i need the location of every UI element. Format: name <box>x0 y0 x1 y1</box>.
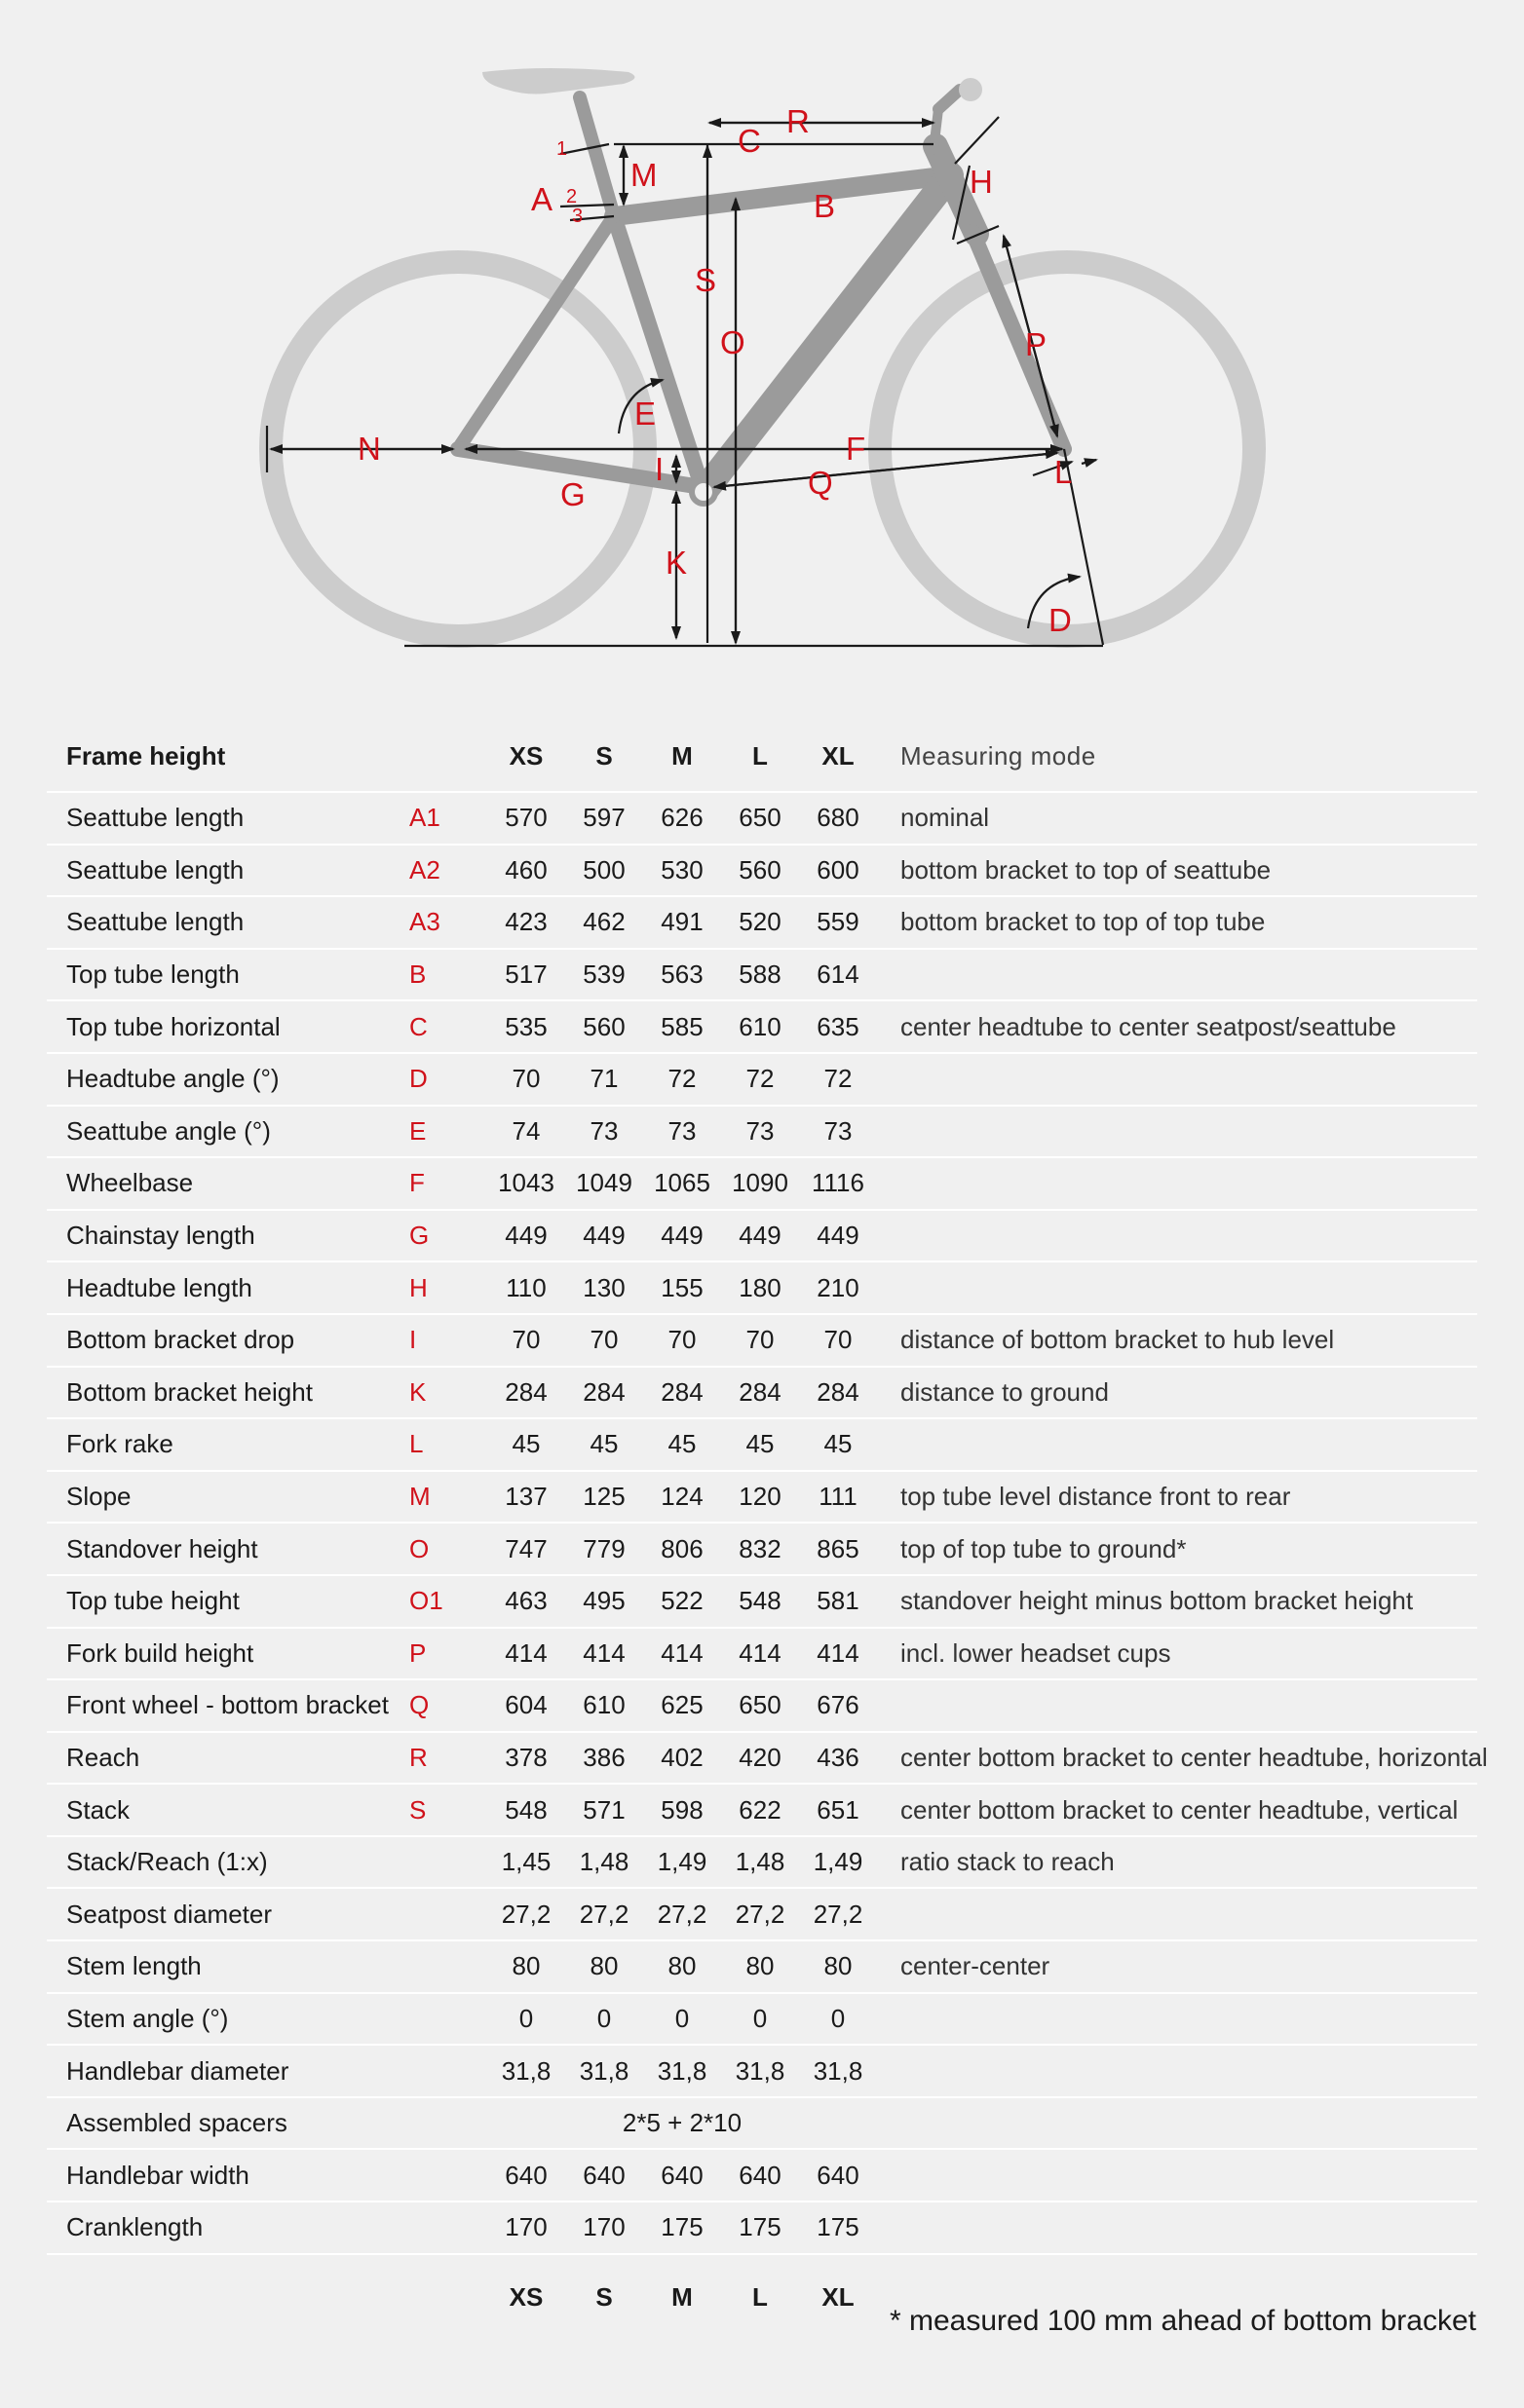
row-label: Headtube length <box>47 1261 409 1314</box>
row-value: 640 <box>643 2149 721 2201</box>
row-code: A1 <box>409 792 487 845</box>
row-value: 581 <box>799 1575 877 1628</box>
row-value: 120 <box>721 1471 799 1524</box>
row-value: 284 <box>487 1367 565 1419</box>
row-measuring-mode <box>877 1418 1477 1471</box>
row-value: 73 <box>799 1106 877 1158</box>
table-row <box>47 1575 1477 1628</box>
row-value: 535 <box>487 1000 565 1053</box>
row-value: 530 <box>643 845 721 897</box>
row-value: 522 <box>643 1575 721 1628</box>
label-Q: Q <box>808 465 833 501</box>
row-label: Seattube angle (°) <box>47 1106 409 1158</box>
row-value: 500 <box>565 845 643 897</box>
row-value: 31,8 <box>643 2045 721 2097</box>
row-code: P <box>409 1628 487 1680</box>
label-O: O <box>720 324 745 360</box>
row-measuring-mode: top tube level distance front to rear <box>877 1471 1477 1524</box>
table-row <box>47 896 1477 949</box>
row-value: 210 <box>799 1261 877 1314</box>
row-measuring-mode <box>877 2097 1477 2150</box>
row-label: Stack/Reach (1:x) <box>47 1836 409 1889</box>
row-code: C <box>409 1000 487 1053</box>
row-measuring-mode: standover height minus bottom bracket height <box>877 1575 1477 1628</box>
row-value: 70 <box>721 1314 799 1367</box>
row-value: 1065 <box>643 1157 721 1210</box>
row-value: 70 <box>565 1314 643 1367</box>
row-measuring-mode <box>877 1157 1477 1210</box>
row-label: Bottom bracket height <box>47 1367 409 1419</box>
row-label: Chainstay length <box>47 1210 409 1262</box>
row-code: E <box>409 1106 487 1158</box>
row-value: 423 <box>487 896 565 949</box>
row-measuring-mode <box>877 1888 1477 1940</box>
row-value: 80 <box>643 1940 721 1993</box>
row-value: 31,8 <box>487 2045 565 2097</box>
table-row <box>47 1000 1477 1053</box>
row-value: 548 <box>721 1575 799 1628</box>
row-value: 650 <box>721 1679 799 1732</box>
table-body <box>47 721 1488 2341</box>
table-row <box>47 2149 1477 2201</box>
row-value: 45 <box>643 1418 721 1471</box>
footer-size: M <box>671 2282 693 2313</box>
row-measuring-mode: center bottom bracket to center headtube, vertical <box>877 1784 1477 1836</box>
row-label: Bottom bracket drop <box>47 1314 409 1367</box>
row-value: 563 <box>643 949 721 1001</box>
table-row <box>47 1471 1477 1524</box>
row-value: 175 <box>643 2201 721 2254</box>
row-value: 155 <box>643 1261 721 1314</box>
row-value: 865 <box>799 1523 877 1575</box>
row-measuring-mode: center bottom bracket to center headtube, horizontal <box>877 1732 1477 1785</box>
row-value: 125 <box>565 1471 643 1524</box>
row-code: L <box>409 1418 487 1471</box>
table-row <box>47 1628 1477 1680</box>
row-code: B <box>409 949 487 1001</box>
row-measuring-mode <box>877 1261 1477 1314</box>
row-value: 414 <box>721 1628 799 1680</box>
row-value: 640 <box>565 2149 643 2201</box>
row-measuring-mode: nominal <box>877 792 1477 845</box>
label-A1: 1 <box>556 138 568 160</box>
row-label: Front wheel - bottom bracket <box>47 1679 409 1732</box>
row-value: 27,2 <box>799 1888 877 1940</box>
label-H: H <box>970 164 993 200</box>
row-label: Fork build height <box>47 1628 409 1680</box>
row-value: 110 <box>487 1261 565 1314</box>
table-row <box>47 1053 1477 1106</box>
row-code <box>409 2149 487 2201</box>
row-value: 27,2 <box>643 1888 721 1940</box>
footnote: * measured 100 mm ahead of bottom bracket <box>890 2305 1476 2337</box>
table-row <box>47 2201 1477 2254</box>
row-code: D <box>409 1053 487 1106</box>
header-size: XL <box>799 721 877 792</box>
row-value: 284 <box>799 1367 877 1419</box>
table-row <box>47 1418 1477 1471</box>
table-row <box>47 1993 1477 2046</box>
row-value: 31,8 <box>565 2045 643 2097</box>
row-value: 420 <box>721 1732 799 1785</box>
table-row <box>47 949 1477 1001</box>
row-measuring-mode: distance to ground <box>877 1367 1477 1419</box>
row-value: 676 <box>799 1679 877 1732</box>
row-label: Standover height <box>47 1523 409 1575</box>
label-E: E <box>634 395 657 432</box>
row-label: Stack <box>47 1784 409 1836</box>
header-size: S <box>565 721 643 792</box>
row-value: 588 <box>721 949 799 1001</box>
row-value: 402 <box>643 1732 721 1785</box>
footer-size: L <box>752 2282 768 2313</box>
row-value: 539 <box>565 949 643 1001</box>
row-code: Q <box>409 1679 487 1732</box>
row-value: 284 <box>565 1367 643 1419</box>
row-measuring-mode: center-center <box>877 1940 1477 1993</box>
row-value: 462 <box>565 896 643 949</box>
row-value: 378 <box>487 1732 565 1785</box>
row-value: 175 <box>799 2201 877 2254</box>
row-code <box>409 2045 487 2097</box>
row-value: 610 <box>565 1679 643 1732</box>
row-value: 571 <box>565 1784 643 1836</box>
row-measuring-mode: distance of bottom bracket to hub level <box>877 1314 1477 1367</box>
row-value: 45 <box>799 1418 877 1471</box>
row-value: 640 <box>487 2149 565 2201</box>
row-measuring-mode <box>877 1210 1477 1262</box>
row-label: Top tube length <box>47 949 409 1001</box>
row-value: 180 <box>721 1261 799 1314</box>
row-value-span: 2*5 + 2*10 <box>487 2097 877 2150</box>
row-label: Top tube horizontal <box>47 1000 409 1053</box>
row-measuring-mode: incl. lower headset cups <box>877 1628 1477 1680</box>
row-label: Handlebar diameter <box>47 2045 409 2097</box>
row-value: 27,2 <box>487 1888 565 1940</box>
row-measuring-mode: bottom bracket to top of seattube <box>877 845 1477 897</box>
row-value: 491 <box>643 896 721 949</box>
row-measuring-mode <box>877 1053 1477 1106</box>
row-value: 520 <box>721 896 799 949</box>
row-value: 0 <box>487 1993 565 2046</box>
stem-cap <box>959 78 982 101</box>
label-N: N <box>358 431 381 467</box>
table-row <box>47 1210 1477 1262</box>
label-D: D <box>1048 602 1072 638</box>
label-M: M <box>630 157 658 193</box>
row-label: Wheelbase <box>47 1157 409 1210</box>
row-value: 600 <box>799 845 877 897</box>
footer-empty <box>47 2254 409 2341</box>
row-value: 70 <box>643 1314 721 1367</box>
row-value: 495 <box>565 1575 643 1628</box>
row-value: 1,49 <box>643 1836 721 1889</box>
row-value: 449 <box>721 1210 799 1262</box>
row-value: 625 <box>643 1679 721 1732</box>
row-value: 747 <box>487 1523 565 1575</box>
row-value: 449 <box>799 1210 877 1262</box>
row-value: 449 <box>565 1210 643 1262</box>
row-value: 0 <box>643 1993 721 2046</box>
row-value: 73 <box>643 1106 721 1158</box>
row-code <box>409 2201 487 2254</box>
header-size: M <box>643 721 721 792</box>
table-row <box>47 1732 1477 1785</box>
row-value: 598 <box>643 1784 721 1836</box>
row-measuring-mode <box>877 2149 1477 2201</box>
row-value: 1090 <box>721 1157 799 1210</box>
row-value: 597 <box>565 792 643 845</box>
row-label: Seattube length <box>47 845 409 897</box>
table-row <box>47 845 1477 897</box>
footer-size: S <box>595 2282 613 2313</box>
row-value: 414 <box>643 1628 721 1680</box>
label-C: C <box>738 123 761 159</box>
saddle <box>482 68 634 94</box>
row-value: 650 <box>721 792 799 845</box>
row-value: 71 <box>565 1053 643 1106</box>
label-K: K <box>666 545 688 581</box>
label-B: B <box>814 188 836 224</box>
footer-size: XS <box>509 2282 544 2313</box>
row-value: 386 <box>565 1732 643 1785</box>
row-measuring-mode: center headtube to center seatpost/seattube <box>877 1000 1477 1053</box>
row-label: Headtube angle (°) <box>47 1053 409 1106</box>
row-value: 111 <box>799 1471 877 1524</box>
row-value: 80 <box>565 1940 643 1993</box>
row-value: 560 <box>721 845 799 897</box>
row-value: 640 <box>721 2149 799 2201</box>
table-row <box>47 1888 1477 1940</box>
row-value: 27,2 <box>721 1888 799 1940</box>
row-value: 73 <box>565 1106 643 1158</box>
row-value: 622 <box>721 1784 799 1836</box>
table-header-row <box>47 721 1477 792</box>
row-value: 27,2 <box>565 1888 643 1940</box>
table-row <box>47 1679 1477 1732</box>
row-value: 651 <box>799 1784 877 1836</box>
row-value: 72 <box>721 1053 799 1106</box>
row-value: 284 <box>643 1367 721 1419</box>
row-value: 31,8 <box>799 2045 877 2097</box>
row-value: 72 <box>799 1053 877 1106</box>
label-L: L <box>1054 454 1073 490</box>
row-value: 449 <box>487 1210 565 1262</box>
row-code <box>409 1993 487 2046</box>
row-code <box>409 1836 487 1889</box>
row-value: 137 <box>487 1471 565 1524</box>
row-value: 610 <box>721 1000 799 1053</box>
table-row <box>47 1314 1477 1367</box>
row-value: 80 <box>799 1940 877 1993</box>
bike-geometry-diagram <box>0 0 1524 682</box>
row-code: I <box>409 1314 487 1367</box>
row-value: 806 <box>643 1523 721 1575</box>
row-label: Stem length <box>47 1940 409 1993</box>
row-code: F <box>409 1157 487 1210</box>
row-code: A2 <box>409 845 487 897</box>
row-value: 414 <box>565 1628 643 1680</box>
bike-drawing <box>0 0 1524 682</box>
label-A2: 2 <box>566 186 578 207</box>
row-value: 604 <box>487 1679 565 1732</box>
row-label: Slope <box>47 1471 409 1524</box>
geometry-table <box>47 721 1488 2341</box>
row-code <box>409 1940 487 1993</box>
row-value: 626 <box>643 792 721 845</box>
row-value: 463 <box>487 1575 565 1628</box>
row-measuring-mode <box>877 949 1477 1001</box>
row-value: 45 <box>565 1418 643 1471</box>
row-code <box>409 1888 487 1940</box>
row-value: 70 <box>487 1053 565 1106</box>
row-value: 72 <box>643 1053 721 1106</box>
row-code: H <box>409 1261 487 1314</box>
label-S: S <box>695 262 717 298</box>
header-size: L <box>721 721 799 792</box>
row-value: 635 <box>799 1000 877 1053</box>
row-code: K <box>409 1367 487 1419</box>
table-row <box>47 2045 1477 2097</box>
row-label: Top tube height <box>47 1575 409 1628</box>
row-label: Reach <box>47 1732 409 1785</box>
row-label: Seattube length <box>47 896 409 949</box>
row-value: 0 <box>799 1993 877 2046</box>
header-frame-height: Frame height <box>47 721 409 792</box>
row-code: A3 <box>409 896 487 949</box>
row-code: M <box>409 1471 487 1524</box>
row-code: S <box>409 1784 487 1836</box>
row-code: G <box>409 1210 487 1262</box>
row-value: 45 <box>721 1418 799 1471</box>
row-value: 779 <box>565 1523 643 1575</box>
row-value: 585 <box>643 1000 721 1053</box>
row-value: 460 <box>487 845 565 897</box>
row-value: 175 <box>721 2201 799 2254</box>
row-value: 640 <box>799 2149 877 2201</box>
row-label: Cranklength <box>47 2201 409 2254</box>
row-value: 560 <box>565 1000 643 1053</box>
row-value: 614 <box>799 949 877 1001</box>
row-value: 1,48 <box>721 1836 799 1889</box>
row-value: 414 <box>487 1628 565 1680</box>
label-A3: 3 <box>572 206 584 227</box>
row-value: 80 <box>487 1940 565 1993</box>
label-I: I <box>655 451 665 487</box>
row-label: Stem angle (°) <box>47 1993 409 2046</box>
footer-size: XL <box>821 2282 855 2313</box>
row-value: 73 <box>721 1106 799 1158</box>
row-value: 414 <box>799 1628 877 1680</box>
row-label: Seattube length <box>47 792 409 845</box>
row-measuring-mode <box>877 2045 1477 2097</box>
row-value: 559 <box>799 896 877 949</box>
row-value: 570 <box>487 792 565 845</box>
row-value: 31,8 <box>721 2045 799 2097</box>
table-row <box>47 1106 1477 1158</box>
table-row <box>47 1940 1477 1993</box>
table-row <box>47 1157 1477 1210</box>
row-measuring-mode: bottom bracket to top of top tube <box>877 896 1477 949</box>
row-code: O <box>409 1523 487 1575</box>
row-value: 449 <box>643 1210 721 1262</box>
header-size: XS <box>487 721 565 792</box>
label-P: P <box>1025 326 1048 362</box>
row-measuring-mode <box>877 1679 1477 1732</box>
row-value: 70 <box>487 1314 565 1367</box>
row-value: 80 <box>721 1940 799 1993</box>
row-measuring-mode <box>877 1993 1477 2046</box>
row-measuring-mode <box>877 2201 1477 2254</box>
row-value: 517 <box>487 949 565 1001</box>
label-F: F <box>846 431 866 467</box>
row-value: 74 <box>487 1106 565 1158</box>
row-measuring-mode: ratio stack to reach <box>877 1836 1477 1889</box>
header-measuring-mode: Measuring mode <box>877 721 1477 792</box>
row-value: 1049 <box>565 1157 643 1210</box>
row-value: 1,49 <box>799 1836 877 1889</box>
table-row <box>47 2097 1477 2150</box>
row-value: 284 <box>721 1367 799 1419</box>
bottom-bracket <box>692 480 715 504</box>
label-A: A <box>531 181 553 217</box>
row-label: Fork rake <box>47 1418 409 1471</box>
row-value: 45 <box>487 1418 565 1471</box>
row-code: O1 <box>409 1575 487 1628</box>
table-row <box>47 1784 1477 1836</box>
row-label: Seatpost diameter <box>47 1888 409 1940</box>
row-label: Handlebar width <box>47 2149 409 2201</box>
row-value: 170 <box>487 2201 565 2254</box>
row-value: 130 <box>565 1261 643 1314</box>
row-value: 1,45 <box>487 1836 565 1889</box>
row-measuring-mode <box>877 1106 1477 1158</box>
row-value: 0 <box>565 1993 643 2046</box>
table-row <box>47 1836 1477 1889</box>
row-code: R <box>409 1732 487 1785</box>
row-code <box>409 2097 487 2150</box>
header-code <box>409 721 487 792</box>
row-value: 70 <box>799 1314 877 1367</box>
label-R: R <box>786 103 810 139</box>
row-value: 1,48 <box>565 1836 643 1889</box>
table-row <box>47 1523 1477 1575</box>
row-value: 436 <box>799 1732 877 1785</box>
row-value: 832 <box>721 1523 799 1575</box>
row-value: 170 <box>565 2201 643 2254</box>
table-row <box>47 1367 1477 1419</box>
row-value: 548 <box>487 1784 565 1836</box>
row-measuring-mode: top of top tube to ground* <box>877 1523 1477 1575</box>
row-value: 0 <box>721 1993 799 2046</box>
row-value: 1116 <box>799 1157 877 1210</box>
row-value: 1043 <box>487 1157 565 1210</box>
label-G: G <box>560 476 586 512</box>
row-value: 680 <box>799 792 877 845</box>
table-row <box>47 792 1477 845</box>
row-label: Assembled spacers <box>47 2097 409 2150</box>
footer-empty <box>409 2254 487 2341</box>
row-value: 124 <box>643 1471 721 1524</box>
table-row <box>47 1261 1477 1314</box>
